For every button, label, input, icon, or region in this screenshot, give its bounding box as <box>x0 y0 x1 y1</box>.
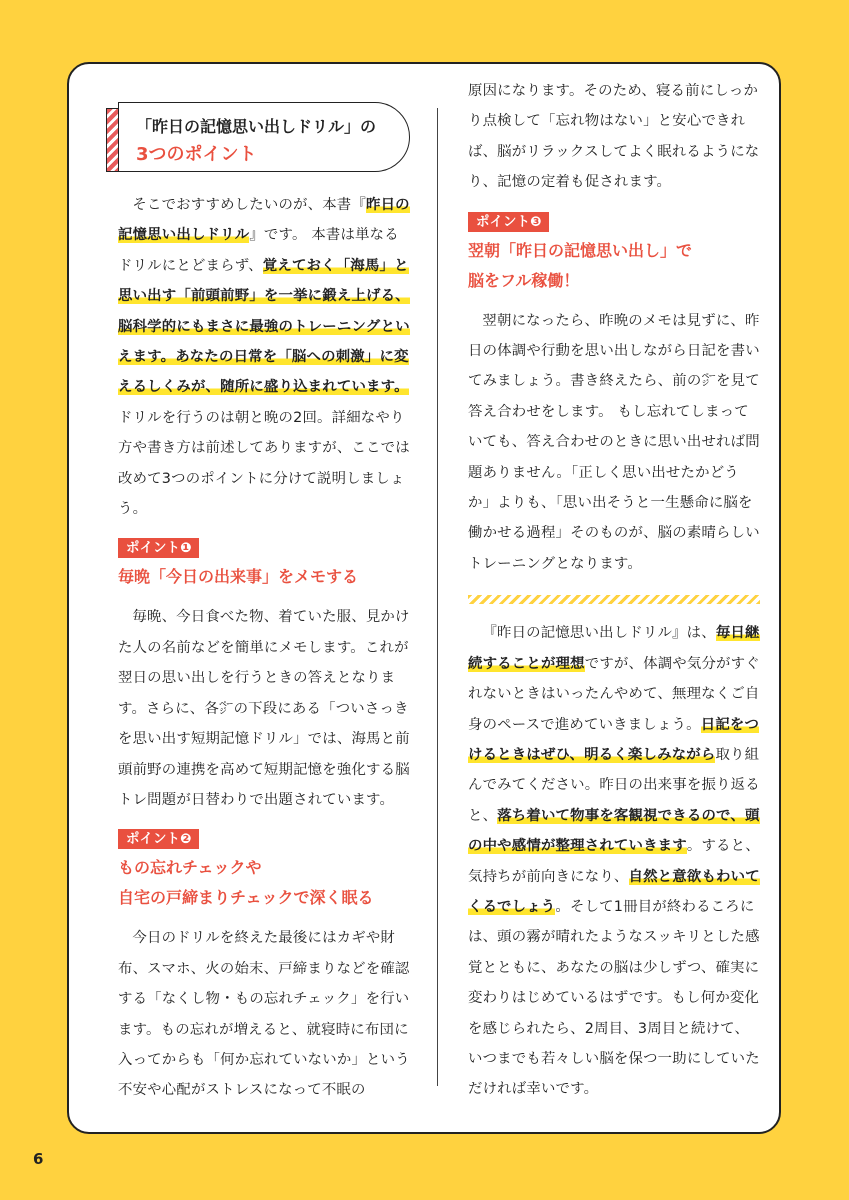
closing-seg-7: 自然と意欲もわいてくるでしょう <box>468 868 760 915</box>
point2-title-line1: もの忘れチェックや <box>118 858 262 878</box>
closing-seg-5: 落ち着いて物事を客観視できるので、頭の中や感情が整理されていきます <box>468 807 760 855</box>
intro-seg-3: 覚えておく「海馬」と思い出す「前頭前野」を一挙に鍛え上げる、脳科学的にもまさに最強のトレーニングといえます。あなたの日常を「脳への刺激」に変えるしくみが、随所に盛り込まれています。 <box>118 257 410 396</box>
left-column <box>118 102 410 1106</box>
continued-paragraph: 原因になります。そのため、寝る前にしっかり点検して「忘れ物はない」と安心できれば、脳がリラックスしてよく眠れるようになり、記憶の定着も促されます。 <box>468 83 760 191</box>
intro-seg-1: 昨日の記憶思い出しドリル <box>118 197 410 244</box>
point3-title <box>468 236 760 296</box>
closing-seg-2: ですが、体調や気分がすぐれないときはいったんやめて、無理なくご自身のペースで進めていきましょう。 <box>468 655 760 733</box>
point1-badge: ポイント❶ <box>118 538 199 558</box>
right-column <box>468 76 760 1105</box>
heading-stripe <box>106 108 118 172</box>
point2-badge: ポイント❷ <box>118 829 199 849</box>
point2-title-line2: 自宅の戸締まりチェックで深く眠る <box>118 888 374 908</box>
point3-title-line1: 翌朝「昨日の記憶思い出し」で <box>468 240 693 260</box>
closing-seg-4: 取り組んでみてください。昨日の出来事を振り返ると、 <box>468 746 760 824</box>
intro-paragraph <box>118 190 410 524</box>
closing-seg-1: 毎日継続することが理想 <box>468 625 760 672</box>
point2-body: 今日のドリルを終えた最後にはカギや財布、スマホ、火の始末、戸締まりなどを確認する「なくし物・もの忘れチェック」を行います。もの忘れが増えると、就寝時に布団に入ってからも「何か忘れていないか」という不安や心配がストレスになって不眠の <box>118 930 410 1099</box>
heading-line1: 「昨日の記憶思い出しドリル」の <box>136 117 377 136</box>
point2-title <box>118 853 410 913</box>
point3-title-line2: 脳をフル稼働！ <box>468 270 580 290</box>
point3-badge: ポイント❸ <box>468 212 549 232</box>
point1-body: 毎晩、今日食べた物、着ていた服、見かけた人の名前などを簡単にメモします。これが翌日の思い出しを行うときの答えとなります。さらに、各㌻の下段にある「ついさっきを思い出す短期記憶ドリル」では、海馬と前頭前野の連携を高めて短期記憶を強化する脳トレ問題が日替わりで出題されています。 <box>118 609 410 808</box>
hatched-separator <box>468 595 760 604</box>
intro-seg-2: 』です。 本書は単なるドリルにとどまらず、 <box>118 227 399 274</box>
closing-seg-8: 。そして1冊目が終わるころには、頭の霧が晴れたようなスッキリとした感覚とともに、あなたの脳は少しずつ、確実に変わりはじめているはずです。もし何か変化を感じられたら、2周目、3周目と続けて、いつまでも若々しい脳を保つ一助にしていただければ幸いです。 <box>468 898 760 1098</box>
closing-seg-0: 『昨日の記憶思い出しドリル』は、 <box>482 625 716 642</box>
closing-seg-6: 。すると、気持ちが前向きになり、 <box>468 838 760 885</box>
section-heading <box>118 102 410 176</box>
intro-seg-4: ドリルを行うのは朝と晩の2回。詳細なやり方や書き方は前述してありますが、ここでは改めて3つのポイントに分けて説明しましょう。 <box>118 409 410 518</box>
point1-title: 毎晩「今日の出来事」をメモする <box>118 567 359 587</box>
page-number: 6 <box>33 1150 44 1168</box>
point3-body: 翌朝になったら、昨晩のメモは見ずに、昨日の体調や行動を思い出しながら日記を書いてみましょう。書き終えたら、前の㌻を見て答え合わせをします。 もし忘れてしまっていても、答え合わせのときに思い出せれば問題ありません。「正しく思い出せたかどうか」よりも、「思い出そうと一生懸命に脳を働かせる過程」そのものが、脳の素晴らしいトレーニングとなります。 <box>468 312 760 572</box>
closing-paragraph <box>468 618 760 1105</box>
intro-seg-0: そこでおすすめしたいのが、本書『 <box>132 197 366 213</box>
closing-seg-3: 日記をつけるときはぜひ、明るく楽しみながら <box>468 716 760 763</box>
column-divider <box>437 108 438 1086</box>
heading-line2: 3つのポイント <box>136 144 257 165</box>
